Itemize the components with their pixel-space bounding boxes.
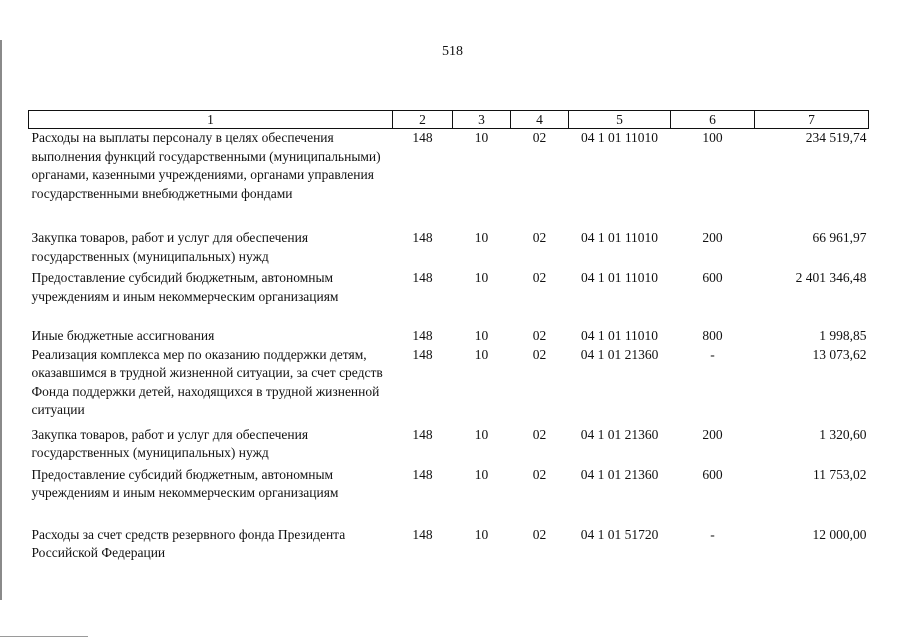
section-code-cell: 10 [474, 346, 489, 362]
subsection-code-cell: 02 [532, 466, 547, 482]
expense-type-cell: 600 [702, 466, 723, 482]
table-header-row [29, 111, 869, 129]
expense-name-cell: Реализация комплекса мер по оказанию поддержки детям, оказавшимся в трудной жизненной ситуации, за счет средств Фонда поддержки детей, находящихся в трудной жизненной ситуации [31, 346, 383, 417]
target-article-cell: 04 1 01 11010 [580, 130, 659, 145]
ministry-code-cell: 148 [412, 328, 433, 343]
column-header-7: 7 [755, 111, 869, 129]
column-header-6: 6 [671, 111, 755, 129]
amount-cell: 11 753,02 [813, 466, 867, 482]
expense-type-cell: 600 [702, 270, 723, 285]
column-header-2: 2 [393, 111, 453, 129]
target-article-cell: 04 1 01 51720 [580, 526, 659, 542]
subsection-code-cell: 02 [532, 426, 547, 442]
section-code-cell: 10 [474, 526, 489, 542]
ministry-code-cell: 148 [412, 230, 433, 245]
column-header-3: 3 [453, 111, 511, 129]
expense-name-cell: Закупка товаров, работ и услуг для обеспечения государственных (муниципальных) нужд [31, 426, 309, 460]
expense-type-cell: - [710, 346, 715, 362]
subsection-code-cell: 02 [532, 346, 547, 362]
table-row [29, 426, 869, 466]
amount-cell: 1 998,85 [819, 328, 867, 343]
subsection-code-cell: 02 [532, 270, 547, 285]
expense-name-cell: Расходы на выплаты персоналу в целях обеспечения выполнения функций государственными (муниципальными) органами, казенными учреждениями, органами управления государственными внебюджетными фондами [31, 130, 381, 201]
expense-type-cell: - [710, 526, 715, 542]
target-article-cell: 04 1 01 11010 [580, 270, 659, 285]
table-row [29, 466, 869, 526]
amount-cell: 234 519,74 [805, 130, 867, 145]
expense-name-cell: Предоставление субсидий бюджетным, автономным учреждениям и иным некоммерческим организациям [31, 466, 339, 500]
expense-type-cell: 200 [702, 426, 723, 442]
target-article-cell: 04 1 01 11010 [580, 328, 659, 343]
ministry-code-cell: 148 [412, 346, 433, 362]
amount-cell: 1 320,60 [819, 426, 867, 442]
budget-table [28, 110, 869, 572]
scan-left-edge-line [0, 40, 2, 600]
subsection-code-cell: 02 [532, 328, 547, 343]
target-article-cell: 04 1 01 11010 [580, 230, 659, 245]
page-number: 518 [442, 44, 463, 59]
amount-cell: 66 961,97 [812, 230, 867, 245]
target-article-cell: 04 1 01 21360 [580, 426, 659, 442]
section-code-cell: 10 [474, 328, 489, 343]
expense-type-cell: 200 [702, 230, 723, 245]
section-code-cell: 10 [474, 130, 489, 145]
table-row [29, 346, 869, 426]
ministry-code-cell: 148 [412, 526, 433, 542]
expense-type-cell: 100 [702, 130, 723, 145]
amount-cell: 12 000,00 [812, 526, 867, 542]
scan-bottom-edge-line [0, 636, 88, 637]
table-row [29, 327, 869, 346]
expense-name-cell: Закупка товаров, работ и услуг для обеспечения государственных (муниципальных) нужд [31, 230, 309, 264]
ministry-code-cell: 148 [412, 466, 433, 482]
subsection-code-cell: 02 [532, 526, 547, 542]
amount-cell: 13 073,62 [812, 346, 867, 362]
ministry-code-cell: 148 [412, 426, 433, 442]
table-row [29, 229, 869, 269]
subsection-code-cell: 02 [532, 130, 547, 145]
target-article-cell: 04 1 01 21360 [580, 466, 659, 482]
target-article-cell: 04 1 01 21360 [580, 346, 659, 362]
column-header-4: 4 [511, 111, 569, 129]
table-row [29, 269, 869, 327]
section-code-cell: 10 [474, 426, 489, 442]
expense-name-cell: Предоставление субсидий бюджетным, автономным учреждениям и иным некоммерческим организациям [31, 270, 339, 304]
amount-cell: 2 401 346,48 [795, 270, 867, 285]
expense-type-cell: 800 [702, 328, 723, 343]
section-code-cell: 10 [474, 230, 489, 245]
expense-name-cell: Расходы за счет средств резервного фонда Президента Российской Федерации [31, 526, 346, 560]
column-header-5: 5 [569, 111, 671, 129]
section-code-cell: 10 [474, 466, 489, 482]
expense-name-cell: Иные бюджетные ассигнования [31, 328, 215, 343]
table-row [29, 526, 869, 572]
ministry-code-cell: 148 [412, 270, 433, 285]
column-header-1: 1 [29, 111, 393, 129]
subsection-code-cell: 02 [532, 230, 547, 245]
ministry-code-cell: 148 [412, 130, 433, 145]
section-code-cell: 10 [474, 270, 489, 285]
table-row [29, 129, 869, 230]
